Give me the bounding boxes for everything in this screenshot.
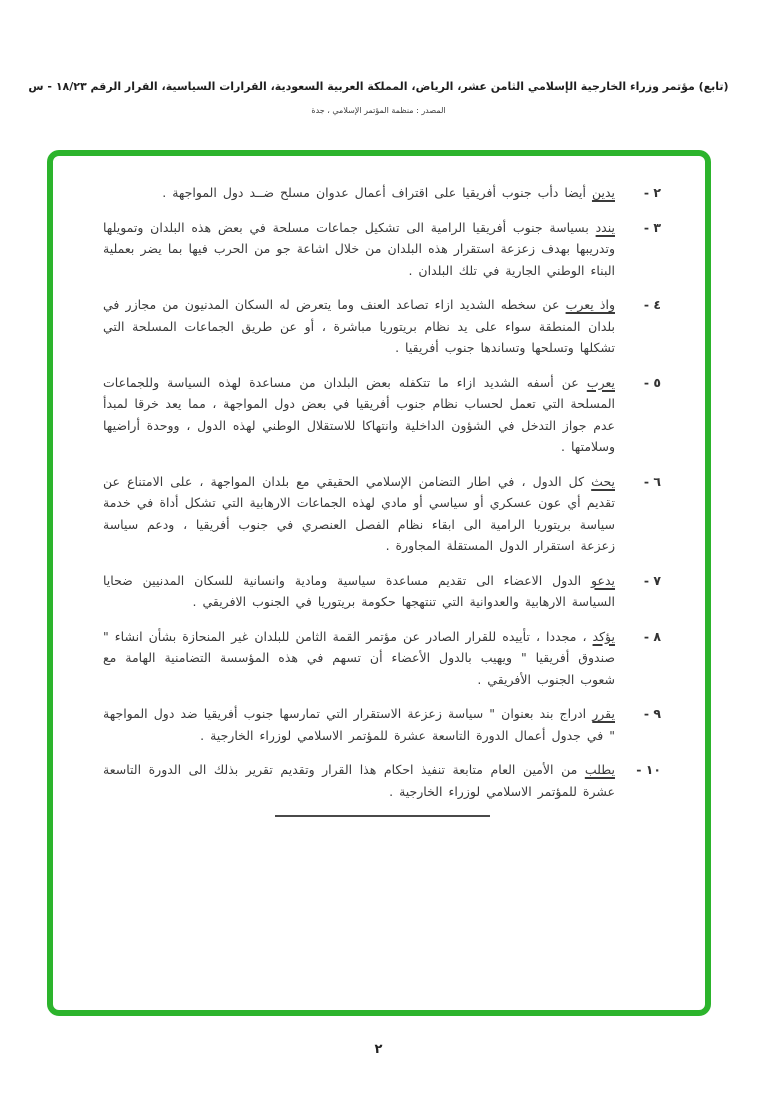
item-text [103, 626, 615, 691]
divider-line [275, 815, 490, 817]
item-text [103, 372, 615, 458]
lead-word: يدعو [591, 572, 615, 588]
item-body: أيضا دأب جنوب أفريقيا على اقتراف أعمال عدوان مسلح ضــد دول المواجهة . [162, 185, 586, 200]
item-number: ٣ - [643, 219, 661, 235]
resolution-item [103, 570, 661, 613]
item-number: ٨ - [643, 628, 661, 644]
item-text [103, 294, 615, 359]
resolution-list [53, 156, 705, 1010]
item-text [103, 471, 615, 557]
lead-word: يطلب [584, 762, 615, 777]
resolution-item [103, 294, 661, 359]
item-number: ١٠ - [636, 762, 661, 777]
item-number: ٥ - [643, 374, 661, 390]
item-number: ٧ - [643, 572, 661, 588]
item-body: عن سخطه الشديد ازاء تصاعد العنف وما يتعرض له السكان المدنيون من مجازر في بلدان المنطقة سواء على يد نظام بريتوريا مباشرة ، أو عن طريق الجماعات المسلحة التي تشكلها وتسلحها وتساندها جنوب أفريقيا . [103, 297, 615, 355]
item-text [103, 217, 615, 282]
lead-word: يؤكد [592, 628, 615, 644]
item-body: ادراج بند بعنوان " سياسة زعزعة الاستقرار التي تمارسها جنوب أفريقيا ضد دول المواجهة " في جدول أعمال الدورة التاسعة عشرة للمؤتمر الاسلامي لوزراء الخارجية . [103, 706, 615, 743]
item-text [103, 759, 615, 802]
resolution-item [103, 626, 661, 691]
resolution-item [103, 703, 661, 746]
resolution-item [103, 182, 661, 204]
item-body: الدول الاعضاء الى تقديم مساعدة سياسية ومادية وانسانية للسكان المدنيين ضحايا السياسة الارهابية والعدوانية التي تنتهجها حكومة بريتوريا في الجنوب الافريقي . [103, 572, 615, 609]
page-number: ٢ [374, 1042, 383, 1057]
resolution-item [103, 217, 661, 282]
resolution-item [103, 471, 661, 557]
lead-word: يدين [591, 185, 615, 200]
item-body: كل الدول ، في اطار التضامن الإسلامي الحقيقي مع بلدان المواجهة ، على الامتناع عن تقديم أي عون عسكري أو سياسي أو مادي لهذه الجماعات الارهابية التي تشكل أداة في خدمة سياسة بريتوريا الرامية الى ابقاء نظام الفصل العنصري في جنوب أفريقيا ، ودعم سياسة زعزعة استقرار الدول المستقلة المجاورة . [103, 473, 615, 553]
item-number: ٢ - [643, 185, 661, 200]
lead-word: يعرب [586, 374, 615, 390]
lead-word: يحث [591, 473, 615, 489]
item-number: ٤ - [643, 297, 661, 312]
item-body: من الأمين العام متابعة تنفيذ احكام هذا القرار وتقديم تقرير بذلك الى الدورة التاسعة عشرة للمؤتمر الاسلامي لوزراء الخارجية . [103, 762, 615, 799]
item-body: عن أسفه الشديد ازاء ما تتكفله بعض البلدان من مساعدة لهذه السياسة وللجماعات المسلحة التي تعمل لحساب نظام جنوب أفريقيا في بعض دول المواجهة ، مما يعد خرقا لمبدأ عدم جواز التدخل في الشؤون الداخلية وانتهاكا للاستقلال الوطني لهذه الدول ، ووحدة أراضيها وسلامتها . [103, 374, 615, 454]
item-number: ٦ - [643, 473, 661, 489]
lead-word: يقرر [592, 706, 615, 721]
lead-word: واذ يعرب [565, 297, 615, 312]
item-text [103, 182, 615, 204]
highlight-box [47, 150, 711, 1016]
item-text [103, 703, 615, 746]
document-header: (تابع) مؤتمر وزراء الخارجية الإسلامي الثامن عشر، الرياض، المملكة العربية السعودية، القرارات السياسية، القرار الرقم ١٨/٢٣ - س [28, 80, 729, 93]
item-body: ، مجددا ، تأييده للقرار الصادر عن مؤتمر القمة الثامن للبلدان غير المنحازة بشأن انشاء " صندوق أفريقيا " ويهيب بالدول الأعضاء أن تسهم في هذه المؤسسة التضامنية الهامة مع شعوب الجنوب الأفريقي . [103, 628, 615, 687]
item-number: ٩ - [643, 706, 661, 721]
source-line: المصدر : منظمة المؤتمر الإسلامي ، جدة [311, 106, 446, 115]
resolution-item [103, 759, 661, 802]
item-body: بسياسة جنوب أفريقيا الرامية الى تشكيل جماعات مسلحة في بعض هذه البلدان وتمويلها وتدريبها بهدف زعزعة استقرار هذه البلدان من خلال اشاعة جو من الحرب فيها بما يضر بعملية البناء الوطني الجارية في تلك البلدان . [103, 219, 615, 278]
lead-word: يندد [595, 219, 615, 235]
resolution-item [103, 372, 661, 458]
item-text [103, 570, 615, 613]
